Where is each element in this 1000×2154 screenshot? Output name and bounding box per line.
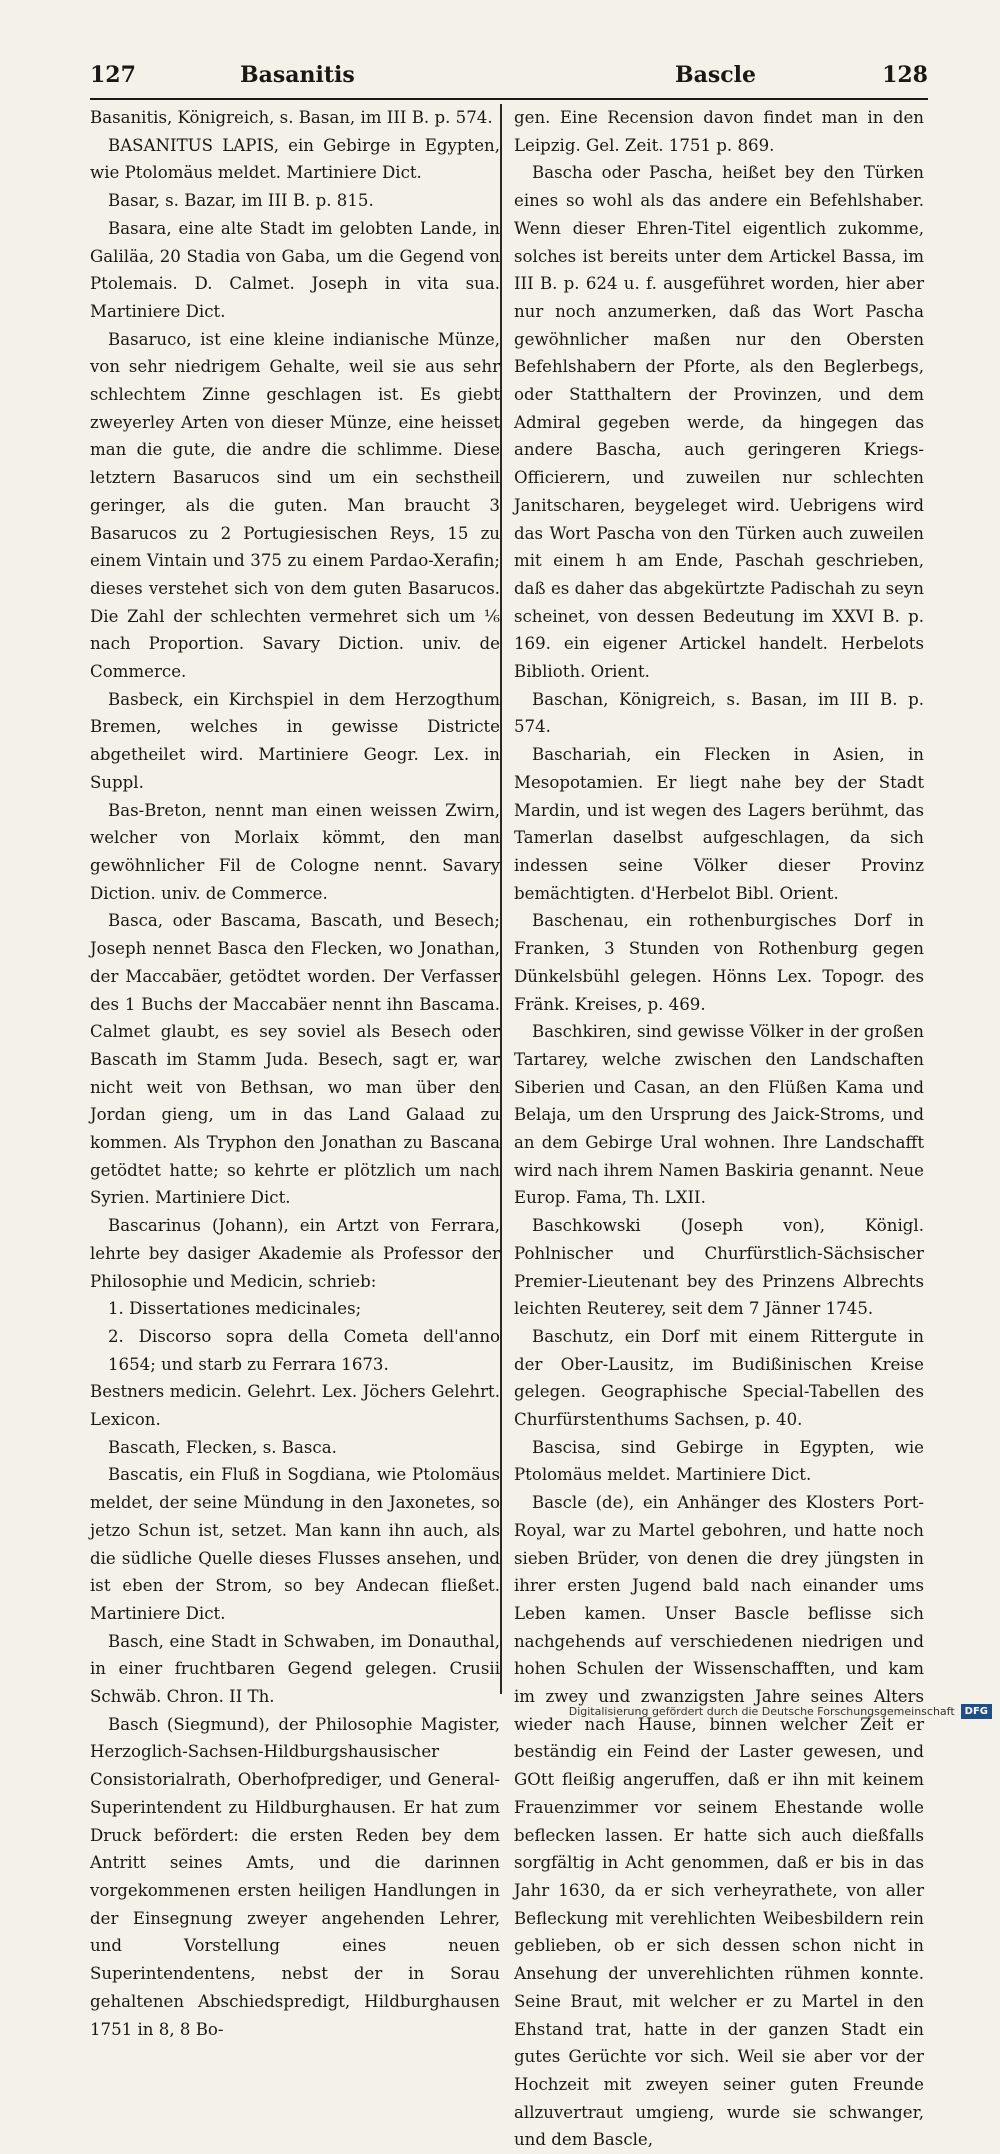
- dfg-logo: DFG: [961, 1704, 992, 1719]
- page-number-left: 127: [90, 62, 136, 88]
- dictionary-entry: Bascha oder Pascha, heißet bey den Türken eines so wohl als das andere ein Befehlshaber. Wenn dieser Ehren-Titel eigentlich zukomme, solches ist bereits unter dem Artickel Bassa, im III B. p. 624 u. f. ausgeführet worden, hier aber nur noch anzumerken, daß das Wort Pascha gewöhnlicher maßen nur den Obersten Befehlshabern der Pforte, als den Beglerbegs, oder Statthaltern der Provinzen, und dem Admiral gegeben werde, da hingegen das andere Bascha, auch geringeren Kriegs-Officierern, und zuweilen nur schlechten Janitscharen, beygeleget wird. Uebrigens wird das Wort Pascha von den Türken auch zuweilen mit einem h am Ende, Paschah geschrieben, daß es daher das abgekürtzte Padischah zu seyn scheinet, von dessen Bedeutung im XXVI B. p. 169. ein eigener Artickel handelt. Herbelots Biblioth. Orient.: [514, 163, 924, 682]
- page-header: [90, 62, 928, 96]
- dictionary-entry: Baschan, Königreich, s. Basan, im III B. p. 574.: [514, 689, 924, 737]
- dictionary-entry: Basara, eine alte Stadt im gelobten Lande, in Galiläa, 20 Stadia von Gaba, um die Gegend von Ptolemais. D. Calmet. Joseph in vita sua. Martiniere Dict.: [90, 218, 500, 321]
- dictionary-entry: Bascisa, sind Gebirge in Egypten, wie Ptolomäus meldet. Martiniere Dict.: [514, 1437, 924, 1485]
- dictionary-entry: Baschenau, ein rothenburgisches Dorf in Franken, 3 Stunden von Rothenburg gegen Dünkelsbühl gelegen. Hönns Lex. Topogr. des Fränk. Kreises, p. 469.: [514, 911, 924, 1014]
- dictionary-entry: Basaruco, ist eine kleine indianische Münze, von sehr niedrigem Gehalte, weil sie aus sehr schlechtem Zinne geschlagen ist. Es giebt zweyerley Arten von dieser Münze, eine heisset man die gute, die andre die schlimme. Diese letztern Basarucos sind um ein sechstheil geringer, als die guten. Man braucht 3 Basarucos zu 2 Portugiesischen Reys, 15 zu einem Vintain und 375 zu einem Pardao-Xerafin; dieses verstehet sich von dem guten Basarucos. Die Zahl der schlechten vermehret sich um ⅙ nach Proportion. Savary Diction. univ. de Commerce.: [90, 329, 500, 682]
- dictionary-entry: Bestners medicin. Gelehrt. Lex. Jöchers Gelehrt. Lexicon.: [90, 1382, 500, 1430]
- dictionary-entry: Basch (Siegmund), der Philosophie Magister, Herzoglich-Sachsen-Hildburgshausischer Consistorialrath, Oberhofprediger, und General-Superintendent zu Hildburghausen. Er hat zum Druck befördert: die ersten Reden bey dem Antritt seines Amts, und die darinnen vorgekommenen ersten heiligen Handlungen in der Einsegnung zweyer angehenden Lehrer, und Vorstellung eines neuen Superintendentens, nebst der in Sorau gehaltenen Abschiedspredigt, Hildburghausen 1751 in 8, 8 Bo-: [90, 1714, 500, 2039]
- column-divider: [500, 104, 502, 1694]
- dictionary-entry: Bascle (de), ein Anhänger des Klosters Port-Royal, war zu Martel gebohren, und hatte noch sieben Brüder, von denen die drey jüngsten in ihrer ersten Jugend bald nach einander ums Leben kamen. Unser Bascle beflisse sich nachgehends auf verschiedenen niedrigen und hohen Schulen der Wissenschafften, und kam im zwey und zwanzigsten Jahre seines Alters wieder nach Hause, binnen welcher Zeit er beständig ein Feind der Laster gewesen, und GOtt fleißig angeruffen, daß er ihn mit keinem Frauenzimmer vor seinem Ehestande wolle beflecken lassen. Er hatte sich auch dießfalls sorgfältig in Acht genommen, daß er bis in das Jahr 1630, da er sich verheyrathete, von aller Befleckung mit verehlichten Weibesbildern rein geblieben, ob er sich dessen schon nicht in Ansehung der unverehlichten rühmen konnte. Seine Braut, mit welcher er zu Martel in den Ehstand trat, hatte in der ganzen Stadt ein gutes Gerüchte vor sich. Weil sie aber vor der Hochzeit mit zweyen seiner guten Freunde allzuvertraut umgieng, wurde sie schwanger, und dem Bascle,: [514, 1493, 924, 2150]
- page-number-right: 128: [882, 62, 928, 88]
- footer-credit: Digitalisierung gefördert durch die Deutsche Forschungsgemeinschaft: [568, 1704, 955, 1718]
- dictionary-entry: Bascarinus (Johann), ein Artzt von Ferrara, lehrte bey dasiger Akademie als Professor der Philosophie und Medicin, schrieb:: [90, 1216, 500, 1291]
- dictionary-entry: Bascatis, ein Fluß in Sogdiana, wie Ptolomäus meldet, der seine Mündung in den Jaxonetes, so jetzo Schun ist, setzet. Man kann ihn auch, als die südliche Quelle dieses Flusses ansehen, und ist eben der Strom, so bey Andecan fließet. Martiniere Dict.: [90, 1465, 500, 1623]
- header-rule: [90, 98, 928, 100]
- dictionary-entry: Basanitis, Königreich, s. Basan, im III B. p. 574.: [90, 108, 493, 127]
- left-column: [90, 104, 500, 2039]
- running-head-left: Basanitis: [240, 62, 355, 88]
- dictionary-entry: Basbeck, ein Kirchspiel in dem Herzogthum Bremen, welches in gewisse Districte abgetheilet wird. Martiniere Geogr. Lex. in Suppl.: [90, 689, 500, 792]
- dictionary-entry: BASANITUS LAPIS, ein Gebirge in Egypten, wie Ptolomäus meldet. Martiniere Dict.: [90, 135, 500, 183]
- dictionary-entry: Baschkowski (Joseph von), Königl. Pohlnischer und Churfürstlich-Sächsischer Premier-Lieutenant bey des Prinzens Albrechts leichten Reuterey, seit dem 7 Jänner 1745.: [514, 1216, 924, 1319]
- dictionary-entry: Baschutz, ein Dorf mit einem Rittergute in der Ober-Lausitz, im Budißinischen Kreise gelegen. Geographische Special-Tabellen des Churfürstenthums Sachsen, p. 40.: [514, 1326, 924, 1430]
- running-head-right: Bascle: [675, 62, 756, 88]
- dictionary-entry: 2. Discorso sopra della Cometa dell'anno 1654; und starb zu Ferrara 1673.: [108, 1326, 500, 1374]
- dictionary-entry: 1. Dissertationes medicinales;: [108, 1299, 362, 1319]
- dictionary-entry: Baschkiren, sind gewisse Völker in der großen Tartarey, welche zwischen den Landschaften Siberien und Casan, an den Flüßen Kama und Belaja, um den Ursprung des Jaick-Stroms, und an dem Gebirge Ural wohnen. Ihre Landschafft wird nach ihrem Namen Baskiria genannt. Neue Europ. Fama, Th. LXII.: [514, 1022, 924, 1208]
- dictionary-entry: gen. Eine Recension davon findet man in den Leipzig. Gel. Zeit. 1751 p. 869.: [514, 108, 924, 155]
- dictionary-entry: Basar, s. Bazar, im III B. p. 815.: [108, 191, 374, 211]
- dictionary-entry: Bascath, Flecken, s. Basca.: [108, 1437, 337, 1457]
- dictionary-entry: Basch, eine Stadt in Schwaben, im Donauthal, in einer fruchtbaren Gegend gelegen. Crusii Schwäb. Chron. II Th.: [90, 1631, 500, 1707]
- dictionary-entry: Bas-Breton, nennt man einen weissen Zwirn, welcher von Morlaix kömmt, den man gewöhnlicher Fil de Cologne nennt. Savary Diction. univ. de Commerce.: [90, 800, 500, 903]
- footer: [0, 1699, 1000, 1723]
- dictionary-entry: Baschariah, ein Flecken in Asien, in Mesopotamien. Er liegt nahe bey der Stadt Mardin, und ist wegen des Lagers berühmt, das Tamerlan daselbst aufgeschlagen, da sich indessen seine Völker dieser Provinz bemächtigten. d'Herbelot Bibl. Orient.: [514, 745, 924, 903]
- dictionary-entry: Basca, oder Bascama, Bascath, und Besech; Joseph nennet Basca den Flecken, wo Jonathan, der Maccabäer, getödtet worden. Der Verfasser des 1 Buchs der Maccabäer nennt ihn Bascama. Calmet glaubt, es sey soviel als Besech oder Bascath im Stamm Juda. Besech, sagt er, war nicht weit von Bethsan, wo man über den Jordan gieng, um in das Land Galaad zu kommen. Als Tryphon den Jonathan zu Bascana getödtet hatte; so kehrte er plötzlich um nach Syrien. Martiniere Dict.: [90, 911, 500, 1208]
